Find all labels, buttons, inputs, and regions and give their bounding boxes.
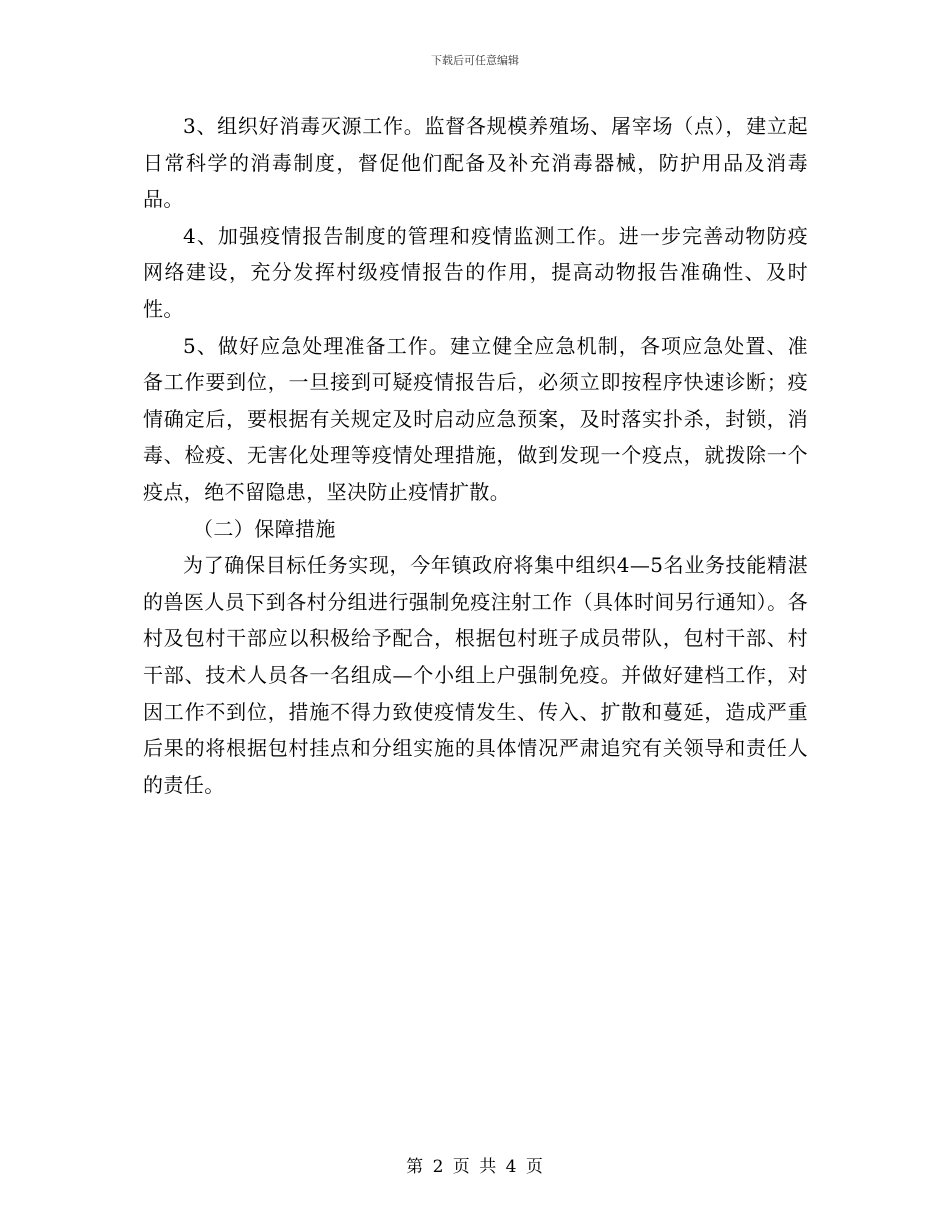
paragraph-disinfection: 3、组织好消毒灭源工作。监督各规模养殖场、屠宰场（点），建立起日常科学的消毒制度，督促他们配备及补充消毒器械，防护用品及消毒品。 [143,114,808,212]
page-header: 下载后可任意编辑 [431,54,519,67]
paragraph-emergency-preparation: 5、做好应急处理准备工作。建立健全应急机制，各项应急处置、准备工作要到位，一旦接到可疑疫情报告后，必须立即按程序快速诊断；疫情确定后，要根据有关规定及时启动应急预案，及时落实扑杀，封锁，消毒、检疫、无害化处理等疫情处理措施，做到发现一个疫点，就拨除一个疫点，绝不留隐患，坚决防止疫情扩散。 [143,333,808,504]
page-number: 第 2 页 共 4 页 [406,1157,544,1177]
paragraph-safeguards: 为了确保目标任务实现，今年镇政府将集中组织4—5名业务技能精湛的兽医人员下到各村分组进行强制免疫注射工作（具体时间另行通知）。各村及包村干部应以积极给予配合，根据包村班子成员带队，包村干部、村干部、技术人员各一名组成—个小组上户强制免疫。并做好建档工作，对因工作不到位，措施不得力致使疫情发生、传入、扩散和蔓延，造成严重后果的将根据包村挂点和分组实施的具体情况严肃追究有关领导和责任人的责任。 [143,553,808,797]
document-body [143,108,808,803]
section-heading-safeguards: （二）保障措施 [193,516,336,541]
paragraph-epidemic-reporting: 4、加强疫情报告制度的管理和疫情监测工作。进一步完善动物防疫网络建设，充分发挥村级疫情报告的作用，提高动物报告准确性、及时性。 [143,223,808,321]
